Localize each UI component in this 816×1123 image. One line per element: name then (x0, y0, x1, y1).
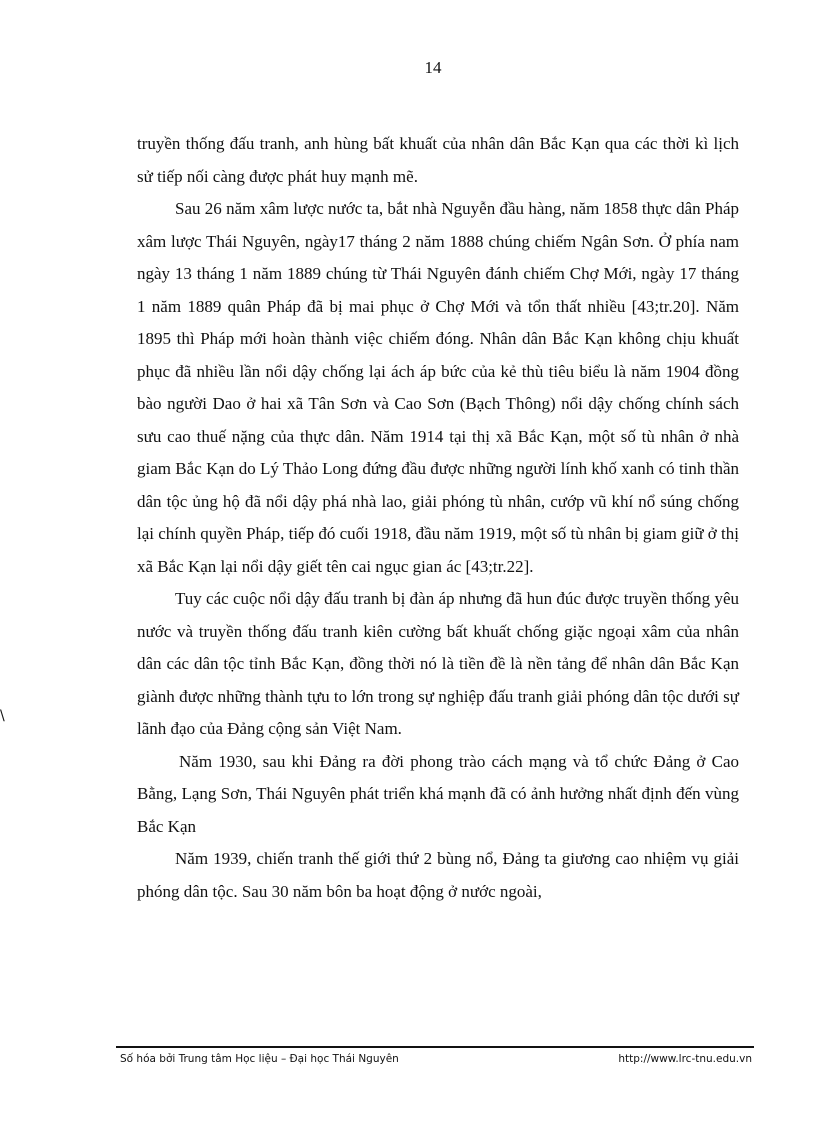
footer-url: http://www.lrc-tnu.edu.vn (618, 1053, 752, 1065)
footer-divider (116, 1046, 754, 1048)
paragraph-3: Tuy các cuộc nổi dậy đấu tranh bị đàn áp nhưng đã hun đúc được truyền thống yêu nước và truyền thống đấu tranh kiên cường bất khuất chống giặc ngoại xâm của nhân dân các dân tộc tỉnh Bắc Kạn, đồng thời nó là tiền đề là nền tảng để nhân dân Bắc Kạn giành được những thành tựu to lớn trong sự nghiệp đấu tranh giải phóng dân tộc dưới sự lãnh đạo của Đảng cộng sản Việt Nam. (137, 589, 739, 738)
paragraph-1: truyền thống đấu tranh, anh hùng bất khuất của nhân dân Bắc Kạn qua các thời kì lịch sử tiếp nối càng được phát huy mạnh mẽ. (137, 134, 739, 186)
footer-credit: Số hóa bởi Trung tâm Học liệu – Đại học Thái Nguyên (120, 1053, 399, 1065)
document-body (137, 128, 739, 908)
margin-mark: \ (0, 708, 5, 724)
footer (120, 1053, 752, 1065)
paragraph-4: Năm 1930, sau khi Đảng ra đời phong trào cách mạng và tổ chức Đảng ở Cao Bằng, Lạng Sơn, Thái Nguyên phát triển khá mạnh đã có ảnh hưởng nhất định đến vùng Bắc Kạn (137, 751, 739, 836)
page-number: 14 (424, 58, 442, 77)
paragraph-2: Sau 26 năm xâm lược nước ta, bắt nhà Nguyễn đầu hàng, năm 1858 thực dân Pháp xâm lược Thái Nguyên, ngày17 tháng 2 năm 1888 chúng chiếm Ngân Sơn. Ở phía nam ngày 13 tháng 1 năm 1889 chúng từ Thái Nguyên đánh chiếm Chợ Mới, ngày 17 tháng 1 năm 1889 quân Pháp đã bị mai phục ở Chợ Mới và tổn thất nhiều [43;tr.20]. Năm 1895 thì Pháp mới hoàn thành việc chiếm đóng. Nhân dân Bắc Kạn không chịu khuất phục đã nhiều lần nổi dậy chống lại ách áp bức của kẻ thù tiêu biểu là năm 1904 đồng bào người Dao ở hai xã Tân Sơn và Cao Sơn (Bạch Thông) nổi dậy chống chính sách sưu cao thuế nặng của thực dân. Năm 1914 tại thị xã Bắc Kạn, một số tù nhân ở nhà giam Bắc Kạn do Lý Thảo Long đứng đầu được những người lính khố xanh có tinh thần dân tộc ủng hộ đã nổi dậy phá nhà lao, giải phóng tù nhân, cướp vũ khí nổ súng chống lại chính quyền Pháp, tiếp đó cuối 1918, đầu năm 1919, một số tù nhân bị giam giữ ở thị xã Bắc Kạn lại nổi dậy giết tên cai ngục gian ác [43;tr.22]. (137, 199, 739, 576)
paragraph-5: Năm 1939, chiến tranh thế giới thứ 2 bùng nổ, Đảng ta giương cao nhiệm vụ giải phóng dân tộc. Sau 30 năm bôn ba hoạt động ở nước ngoài, (137, 849, 739, 901)
